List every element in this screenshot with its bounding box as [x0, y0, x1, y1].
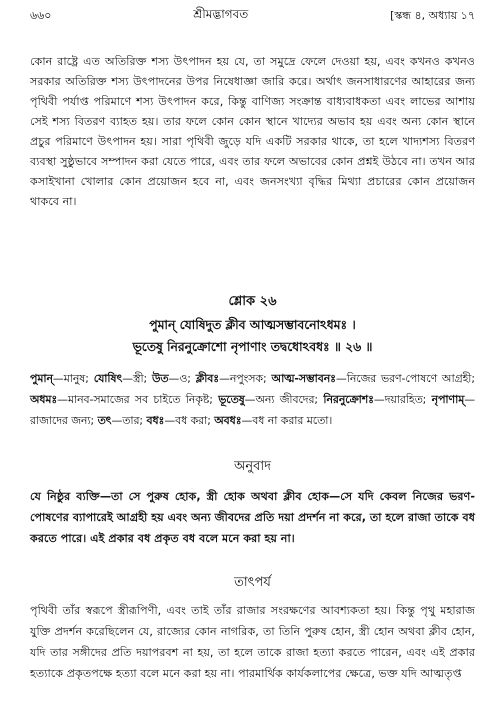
dash: — [164, 414, 176, 427]
word-meaning: অন্য জীবদের; [255, 393, 324, 406]
verse-line-2: ভূতেষু নিরনুক্রোশো নৃপাণাং তদ্বধোঽবধঃ ॥ ২৬ ॥ [132, 340, 373, 354]
word-meaning: তার; [122, 414, 147, 427]
word-meaning: স্ত্রী; [133, 372, 153, 385]
book-title: শ্রীমদ্ভাগবত [193, 7, 249, 21]
sanskrit-word: উত [152, 372, 169, 385]
translation-text: যে নিষ্ঠুর ব্যক্তি—তা সে পুরুষ হোক, স্ত্রী হোক অথবা ক্লীব হোক—সে যদি কেবল নিজের ভরণ-পোষণের ব্যাপারেই আগ্রহী হয় এবং অন্য জীবদের প্রতি দয়া প্রদর্শন না করে, তা হলে রাজা তাকে বধ করতে পারে। এই প্রকার বধ প্রকৃত বধ বলে মনে করা হয় না। [30, 490, 475, 545]
sanskrit-word: আত্ম-সম্ভাবনঃ [271, 372, 336, 385]
dash: — [52, 372, 64, 385]
sanskrit-word: ক্লীবঃ [195, 372, 220, 385]
word-meaning: নিজের ভরণ-পোষণে আগ্রহী; [346, 372, 475, 385]
dash: — [111, 414, 123, 427]
sanskrit-word: বধঃ [146, 414, 165, 427]
dash: — [464, 393, 475, 406]
word-meaning: ও; [179, 372, 196, 385]
sanskrit-word: তৎ [97, 414, 112, 427]
dash: — [335, 372, 347, 385]
sanskrit-word: পুমান্ [30, 372, 53, 385]
sanskrit-word: অধমঃ [30, 393, 58, 406]
word-meaning: বধ করা; [175, 414, 215, 427]
purport-title: তাৎপর্য [234, 575, 271, 590]
dash: — [122, 372, 134, 385]
page-header [30, 6, 475, 26]
sanskrit-word: অবধঃ [214, 414, 242, 427]
word-meaning: বধ না করার মতো। [252, 414, 333, 427]
dash: — [219, 372, 230, 385]
page-number: ৬৬০ [30, 8, 52, 22]
verse-title: শ্লোক ২৬ [228, 294, 277, 309]
word-meanings [30, 368, 475, 431]
sanskrit-word: নৃপাণাম্ [431, 393, 465, 406]
intro-paragraph: কোন রাষ্ট্রে এত অতিরিক্ত শস্য উৎপাদন হয় যে, তা সমুদ্রে ফেলে দেওয়া হয়, এবং কখনও কখনও সরকার অতিরিক্ত শস্য উৎপাদনের উপর নিষেধাজ্ঞা জারি করে। অর্থাৎ জনসাধারণের আহারের জন্য পৃথিবী পর্যাপ্ত পরিমাণে শস্য উৎপাদন করে, কিন্তু বাণিজ্য সংক্রান্ত বাধ্যবাধকতা এবং লাভের আশায় সেই শস্য বিতরণ ব্যাহত হয়। তার ফলে কোন কোন স্থানে খাদ্যের অভাব হয় এবং অন্য কোন স্থানে প্রচুর পরিমাণে উৎপাদন হয়। সারা পৃথিবী জুড়ে যদি একটি সরকার থাকে, তা হলে খাদ্যশস্য বিতরণ ব্যবস্থা সুষ্ঠুভাবে সম্পাদন করা যেতে পারে, এবং তার ফলে অভাবের কোন প্রশ্নই উঠবে না। তখন আর কসাইখানা খোলার কোন প্রয়োজন হবে না, এবং জনসংখ্যা বৃদ্ধির মিথ্যা প্রচারের কোন প্রয়োজন থাকবে না। [30, 55, 475, 208]
dash: — [241, 414, 253, 427]
sanskrit-word: নিরনুক্রোশঃ [323, 393, 374, 406]
word-meaning: মানুষ; [63, 372, 94, 385]
verse-line-1: পুমান্ যোষিদুত ক্লীব আত্মসম্ভাবনোঽধমঃ । [149, 318, 356, 332]
dash: — [168, 372, 180, 385]
dash: — [57, 393, 68, 406]
sanskrit-word: ভূতেষু [218, 393, 245, 406]
section-reference: [স্কন্ধ ৪, অধ্যায় ১৭ [390, 8, 475, 22]
word-meaning: রাজাদের জন্য; [30, 414, 98, 427]
sanskrit-word: যোষিৎ [93, 372, 123, 385]
word-meaning: মানব-সমাজের সব চাইতে নিকৃষ্ট; [67, 393, 219, 406]
word-meaning: নপুংসক; [229, 372, 272, 385]
purport-text: পৃথিবী তাঁর স্বরূপে স্ত্রীরূপিণী, এবং তাই তাঁর রাজার সংরক্ষণের আবশ্যকতা হয়। কিন্তু পৃথু মহারাজ যুক্তি প্রদর্শন করেছিলেন যে, রাজ্যের কোন নাগরিক, তা তিনি পুরুষ হোন, স্ত্রী হোন অথবা ক্লীব হোন, যদি তার সঙ্গীদের প্রতি দয়াপরবশ না হয়, তা হলে তাকে রাজা হত্যা করতে পারেন, এবং এই প্রকার হত্যাকে প্রকৃতপক্ষে হত্যা বলে মনে করা হয় না। পারমার্থিক কার্যকলাপের ক্ষেত্রে, ভক্ত যদি আত্মতৃপ্ত [30, 604, 475, 680]
dash: — [244, 393, 256, 406]
translation-title: অনুবাদ [234, 459, 271, 474]
word-meaning: দয়ারহিত; [384, 393, 432, 406]
dash: — [373, 393, 385, 406]
